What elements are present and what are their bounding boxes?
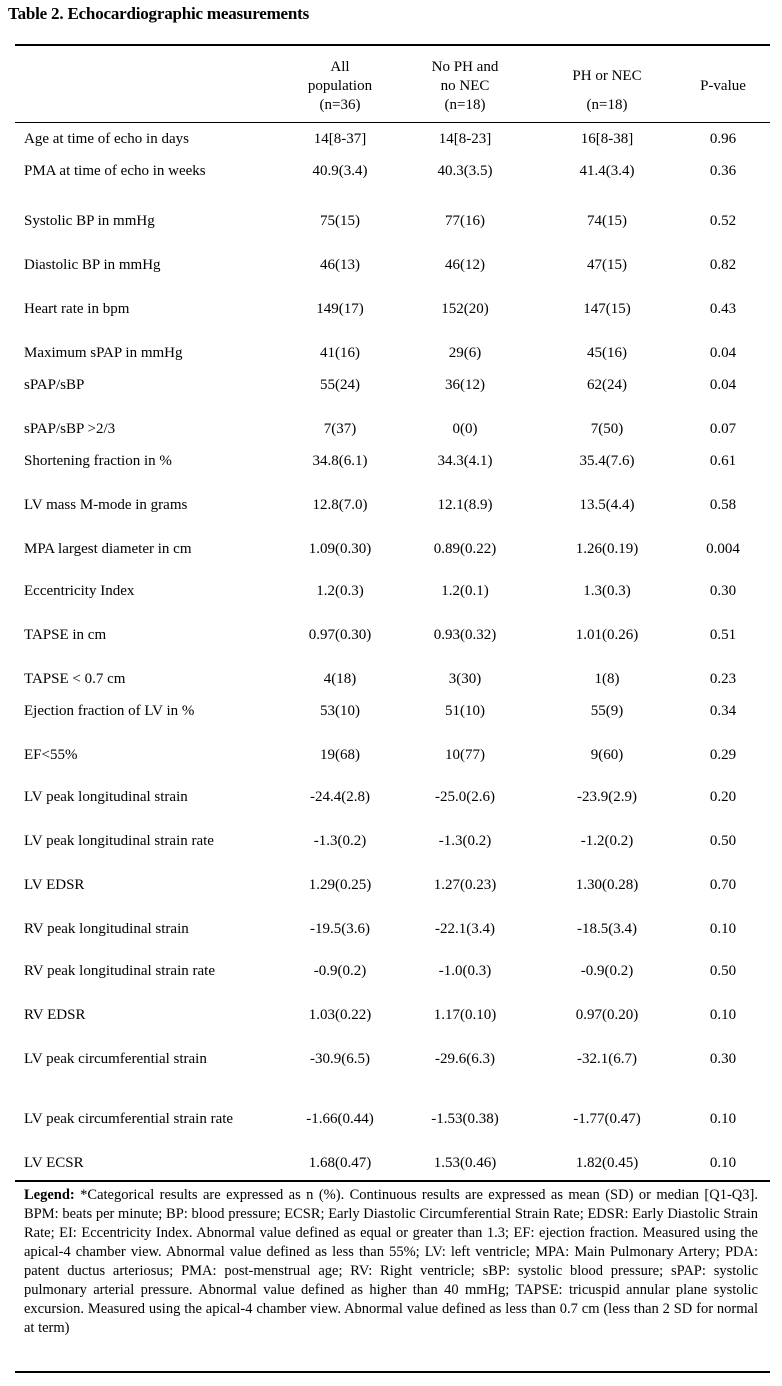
row-label: Diastolic BP in mmHg [24,257,161,273]
row-label: LV peak circumferential strain rate [24,1111,234,1127]
cell-p-value: 0.10 [709,1111,737,1127]
cell-no-ph-no-nec: 36(12) [445,377,485,393]
cell-ph-or-nec: 9(60) [590,747,624,763]
cell-all-population: -1.66(0.44) [306,1111,374,1127]
header-noph-line3: (n=18) [444,97,486,113]
cell-no-ph-no-nec: -25.0(2.6) [435,789,495,805]
row-label: Heart rate in bpm [24,301,130,317]
cell-ph-or-nec: 41.4(3.4) [579,163,635,179]
row-label: LV ECSR [24,1155,84,1171]
row-label: RV EDSR [24,1007,86,1023]
row-label: sPAP/sBP >2/3 [24,421,116,437]
row-label: Eccentricity Index [24,583,135,599]
cell-no-ph-no-nec: 1.17(0.10) [433,1007,497,1023]
cell-no-ph-no-nec: 0(0) [452,421,478,437]
header-noph-line2: no NEC [440,78,490,94]
cell-ph-or-nec: 1.01(0.26) [575,627,639,643]
cell-p-value: 0.04 [709,345,737,361]
cell-ph-or-nec: 1.82(0.45) [575,1155,639,1171]
cell-p-value: 0.30 [709,1051,737,1067]
cell-no-ph-no-nec: -1.3(0.2) [438,833,492,849]
cell-p-value: 0.50 [709,833,737,849]
row-label: PMA at time of echo in weeks [24,163,206,179]
cell-p-value: 0.30 [709,583,737,599]
cell-all-population: 4(18) [323,671,357,687]
cell-all-population: 1.03(0.22) [308,1007,372,1023]
cell-ph-or-nec: 35.4(7.6) [579,453,635,469]
cell-p-value: 0.51 [709,627,737,643]
cell-no-ph-no-nec: 34.3(4.1) [437,453,493,469]
row-label: RV peak longitudinal strain [24,921,189,937]
row-label: LV mass M-mode in grams [24,497,188,513]
cell-all-population: 34.8(6.1) [312,453,368,469]
row-label: Systolic BP in mmHg [24,213,155,229]
row-label: Ejection fraction of LV in % [24,703,195,719]
header-all-line1: All [330,59,350,75]
cell-all-population: -1.3(0.2) [313,833,367,849]
legend-label: Legend: [24,1187,75,1203]
cell-all-population: 1.29(0.25) [308,877,372,893]
cell-all-population: 19(68) [320,747,360,763]
row-label: RV peak longitudinal strain rate [24,963,215,979]
cell-no-ph-no-nec: 3(30) [448,671,482,687]
header-all-line2: population [307,78,373,94]
cell-no-ph-no-nec: 1.27(0.23) [433,877,497,893]
cell-p-value: 0.52 [709,213,737,229]
cell-no-ph-no-nec: -1.53(0.38) [431,1111,499,1127]
legend-text: *Categorical results are expressed as n (%). Continuous results are expressed as mean (SD) or median [Q1-Q3]. BPM: beats per minute; BP: blood pressure; ECSR; Early Diastolic Circumferential Strain Rate; EDSR: Early Diastolic Strain Rate; EI: Eccentricity Index. Abnormal value defined as equal or greater than 1.3; EF: ejection fraction. Measured using the apical-4 chamber view. Abnormal value defined as less than 55%; LV: left ventricle; MPA: Main Pulmonary Artery; PDA: patent ductus arteriosus; PMA: post-menstrual age; RV: Right ventricle; sBP: systolic blood pressure; sPAP: systolic pulmonary arterial pressure. Abnormal value defined as higher than 40 mmHg; TAPSE: tricuspid annular plane systolic excursion. Measured using the apical-4 chamber view. Abnormal value defined as less than 0.7 cm (less than 2 SD for normal at term) [24,1187,758,1336]
header-ph-line2: (n=18) [586,97,628,113]
cell-ph-or-nec: 1.30(0.28) [575,877,639,893]
cell-all-population: 14[8-37] [313,131,367,147]
cell-no-ph-no-nec: 29(6) [448,345,482,361]
cell-all-population: 55(24) [320,377,360,393]
cell-no-ph-no-nec: 46(12) [445,257,485,273]
row-label: LV peak circumferential strain [24,1051,207,1067]
cell-ph-or-nec: 16[8-38] [580,131,634,147]
cell-p-value: 0.07 [709,421,737,437]
cell-all-population: -19.5(3.6) [310,921,370,937]
cell-ph-or-nec: 147(15) [583,301,631,317]
cell-ph-or-nec: 45(16) [587,345,627,361]
cell-all-population: -30.9(6.5) [310,1051,370,1067]
cell-ph-or-nec: 62(24) [587,377,627,393]
row-label: Age at time of echo in days [24,131,189,147]
cell-no-ph-no-nec: 0.93(0.32) [433,627,497,643]
row-label: LV peak longitudinal strain rate [24,833,214,849]
header-p-value: P-value [700,78,746,94]
cell-ph-or-nec: -32.1(6.7) [577,1051,637,1067]
cell-all-population: 46(13) [320,257,360,273]
cell-ph-or-nec: -23.9(2.9) [577,789,637,805]
cell-ph-or-nec: 1.3(0.3) [583,583,631,599]
cell-all-population: 75(15) [320,213,360,229]
cell-ph-or-nec: 1.26(0.19) [575,541,639,557]
cell-p-value: 0.10 [709,921,737,937]
cell-ph-or-nec: 13.5(4.4) [579,497,635,513]
row-label: Shortening fraction in % [24,453,172,469]
row-label: LV peak longitudinal strain [24,789,188,805]
cell-all-population: -24.4(2.8) [310,789,370,805]
cell-p-value: 0.04 [709,377,737,393]
cell-p-value: 0.50 [709,963,737,979]
cell-ph-or-nec: -18.5(3.4) [577,921,637,937]
cell-ph-or-nec: -1.77(0.47) [573,1111,641,1127]
cell-no-ph-no-nec: -22.1(3.4) [435,921,495,937]
cell-p-value: 0.36 [709,163,737,179]
cell-p-value: 0.82 [709,257,737,273]
cell-no-ph-no-nec: -29.6(6.3) [435,1051,495,1067]
cell-ph-or-nec: 55(9) [590,703,624,719]
cell-ph-or-nec: 0.97(0.20) [575,1007,639,1023]
cell-ph-or-nec: 74(15) [587,213,627,229]
cell-no-ph-no-nec: 1.2(0.1) [441,583,489,599]
cell-all-population: 40.9(3.4) [312,163,368,179]
row-label: sPAP/sBP [24,377,85,393]
cell-no-ph-no-nec: 51(10) [445,703,485,719]
cell-p-value: 0.96 [709,131,737,147]
cell-p-value: 0.58 [709,497,737,513]
cell-ph-or-nec: 1(8) [594,671,620,687]
cell-p-value: 0.34 [709,703,737,719]
cell-all-population: 12.8(7.0) [312,497,368,513]
cell-all-population: 1.68(0.47) [308,1155,372,1171]
cell-all-population: 41(16) [320,345,360,361]
row-label: EF<55% [24,747,78,763]
cell-all-population: 1.09(0.30) [308,541,372,557]
cell-p-value: 0.43 [709,301,737,317]
header-all-line3: (n=36) [319,97,361,113]
cell-no-ph-no-nec: 40.3(3.5) [437,163,493,179]
cell-all-population: 1.2(0.3) [316,583,364,599]
cell-all-population: 0.97(0.30) [308,627,372,643]
cell-ph-or-nec: -1.2(0.2) [580,833,634,849]
cell-ph-or-nec: 7(50) [590,421,624,437]
cell-no-ph-no-nec: 0.89(0.22) [433,541,497,557]
cell-p-value: 0.10 [709,1007,737,1023]
row-label: TAPSE < 0.7 cm [24,671,126,687]
cell-no-ph-no-nec: 77(16) [445,213,485,229]
cell-p-value: 0.004 [706,541,740,557]
cell-no-ph-no-nec: 12.1(8.9) [437,497,493,513]
row-label: MPA largest diameter in cm [24,541,192,557]
cell-p-value: 0.20 [709,789,737,805]
cell-ph-or-nec: 47(15) [587,257,627,273]
cell-no-ph-no-nec: 152(20) [441,301,489,317]
cell-all-population: -0.9(0.2) [313,963,367,979]
cell-ph-or-nec: -0.9(0.2) [580,963,634,979]
header-noph-line1: No PH and [431,59,499,75]
cell-p-value: 0.70 [709,877,737,893]
cell-no-ph-no-nec: 14[8-23] [438,131,492,147]
cell-p-value: 0.23 [709,671,737,687]
header-ph-line1: PH or NEC [572,68,642,84]
row-label: TAPSE in cm [24,627,107,643]
table-title: Table 2. Echocardiographic measurements [8,4,310,23]
cell-all-population: 149(17) [316,301,364,317]
cell-no-ph-no-nec: -1.0(0.3) [438,963,492,979]
cell-no-ph-no-nec: 1.53(0.46) [433,1155,497,1171]
cell-all-population: 7(37) [323,421,357,437]
row-label: Maximum sPAP in mmHg [24,345,183,361]
table-legend [24,1186,758,1338]
row-label: LV EDSR [24,877,85,893]
cell-p-value: 0.29 [709,747,737,763]
cell-p-value: 0.61 [709,453,737,469]
cell-all-population: 53(10) [320,703,360,719]
cell-no-ph-no-nec: 10(77) [445,747,485,763]
cell-p-value: 0.10 [709,1155,737,1171]
